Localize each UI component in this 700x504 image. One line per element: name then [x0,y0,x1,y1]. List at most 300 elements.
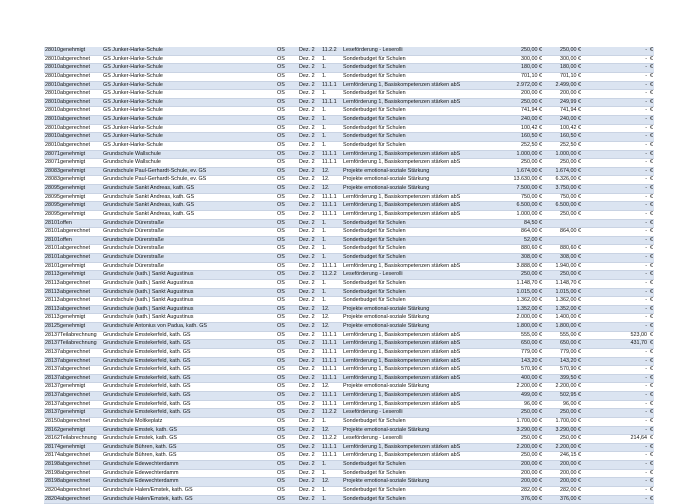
measure-cell: Lernförderung 1, Basiskompetenzen stärken abS [343,193,492,202]
id-cell: 28071 [44,159,58,168]
spreadsheet-sheet [44,47,654,504]
remaining-cell: - [583,55,647,64]
measure-cell: Sonderbudget für Schulen [343,55,492,64]
table-row [44,107,654,116]
code-cell: 11.2.2 [322,271,343,280]
id-cell: 28101 [44,219,58,228]
table-row [44,357,654,366]
department-cell: Dez. 2 [299,150,322,159]
amount-requested-cell: 200,00 € [492,478,542,487]
remaining-cell: - [583,254,647,263]
currency-cell: € [647,90,654,99]
region-cell: OS [277,323,299,332]
table-row [44,124,654,133]
measure-cell: Projekte emotional-soziale Stärkung [343,383,492,392]
amount-requested-cell: 200,00 € [492,90,542,99]
table-row [44,486,654,495]
table-row [44,150,654,159]
currency-cell: € [647,314,654,323]
amount-approved-cell: 246,15 € [542,452,583,461]
code-cell: 11.1.1 [322,400,343,409]
amount-requested-cell: 250,00 € [492,47,542,55]
amount-approved-cell [542,219,583,228]
department-cell: Dez. 2 [299,297,322,306]
amount-requested-cell: 1.800,00 € [492,323,542,332]
department-cell: Dez. 2 [299,443,322,452]
id-cell: 28101 [44,236,58,245]
region-cell: OS [277,210,299,219]
table-row [44,219,654,228]
table-row [44,461,654,470]
code-cell: 1. [322,55,343,64]
remaining-cell: - [583,392,647,401]
amount-requested-cell: 1.352,00 € [492,305,542,314]
remaining-cell: - [583,90,647,99]
remaining-cell: - [583,64,647,73]
remaining-cell: - [583,193,647,202]
amount-requested-cell: 96,00 € [492,400,542,409]
measure-cell: Projekte emotional-soziale Stärkung [343,185,492,194]
table-row [44,314,654,323]
status-cell: abgerechnet [58,417,103,426]
region-cell: OS [277,55,299,64]
code-cell: 11.1.1 [322,262,343,271]
school-cell: Grundschule Dürerstraße [103,262,277,271]
measure-cell: Projekte emotional-soziale Stärkung [343,478,492,487]
remaining-cell: - [583,323,647,332]
code-cell: 12. [322,383,343,392]
region-cell: OS [277,348,299,357]
id-cell: 28071 [44,150,58,159]
remaining-cell: - [583,314,647,323]
school-cell: Grundschule Emstekerfeld, kath. GS [103,366,277,375]
remaining-cell: - [583,409,647,418]
currency-cell: € [647,176,654,185]
remaining-cell: 431,70 [583,340,647,349]
measure-cell: Lernförderung 1, Basiskompetenzen stärken abS [343,340,492,349]
remaining-cell: - [583,443,647,452]
amount-approved-cell: 200,00 € [542,90,583,99]
region-cell: OS [277,90,299,99]
amount-requested-cell: 13.630,00 € [492,176,542,185]
school-cell: Grundschule Paul-Gerhardt-Schule, ev. GS [103,167,277,176]
amount-approved-cell: 399,50 € [542,374,583,383]
code-cell: 11.1.1 [322,193,343,202]
amount-approved-cell: 300,00 € [542,55,583,64]
table-row [44,271,654,280]
currency-cell: € [647,366,654,375]
region-cell: OS [277,176,299,185]
status-cell: abgerechnet [58,98,103,107]
remaining-cell: - [583,150,647,159]
id-cell: 28113 [44,271,58,280]
currency-cell: € [647,55,654,64]
amount-requested-cell: 143,20 € [492,357,542,366]
amount-requested-cell: 308,00 € [492,254,542,263]
department-cell: Dez. 2 [299,133,322,142]
status-cell: genehmigt [58,150,103,159]
currency-cell: € [647,150,654,159]
department-cell: Dez. 2 [299,124,322,133]
school-cell: Grundschule Emstek, kath. GS [103,435,277,444]
school-cell: Grundschule Antonius von Padua, kath. GS [103,323,277,332]
currency-cell: € [647,374,654,383]
amount-requested-cell: 7.500,00 € [492,185,542,194]
code-cell: 1. [322,141,343,150]
measure-cell: Sonderbudget für Schulen [343,461,492,470]
region-cell: OS [277,314,299,323]
region-cell: OS [277,357,299,366]
code-cell: 11.1.1 [322,150,343,159]
school-cell: Grundschule Wallschule [103,159,277,168]
remaining-cell: - [583,159,647,168]
code-cell: 11.1.1 [322,374,343,383]
measure-cell: Leseförderung - Leserolli [343,47,492,55]
currency-cell: € [647,348,654,357]
code-cell: 11.2.2 [322,435,343,444]
id-cell: 28174 [44,443,58,452]
amount-approved-cell [542,236,583,245]
school-cell: Grundschule (kath.) Sankt Augustinus [103,305,277,314]
currency-cell: € [647,245,654,254]
table-row [44,185,654,194]
amount-approved-cell: 3.750,00 € [542,185,583,194]
status-cell: genehmigt [58,262,103,271]
measure-cell: Lernförderung 1, Basiskompetenzen stärken abS [343,202,492,211]
code-cell: 11.1.1 [322,366,343,375]
currency-cell: € [647,443,654,452]
department-cell: Dez. 2 [299,107,322,116]
amount-approved-cell: 143,20 € [542,357,583,366]
table-row [44,245,654,254]
id-cell: 28010 [44,55,58,64]
remaining-cell: - [583,400,647,409]
id-cell: 28137 [44,348,58,357]
school-cell: Grundschule Dürerstraße [103,219,277,228]
amount-requested-cell: 250,00 € [492,409,542,418]
code-cell: 11.1.1 [322,340,343,349]
school-cell: Grundschule Emstekerfeld, kath. GS [103,357,277,366]
amount-approved-cell: 502,95 € [542,392,583,401]
status-cell: abgerechnet [58,348,103,357]
status-cell: abgerechnet [58,116,103,125]
region-cell: OS [277,417,299,426]
code-cell: 11.1.1 [322,159,343,168]
measure-cell: Sonderbudget für Schulen [343,90,492,99]
code-cell: 11.1.1 [322,81,343,90]
code-cell: 12. [322,426,343,435]
school-cell: Grundschule Emstekerfeld, kath. GS [103,348,277,357]
amount-approved-cell: 1.400,00 € [542,314,583,323]
department-cell: Dez. 2 [299,288,322,297]
amount-approved-cell: 701,10 € [542,72,583,81]
id-cell: 28137 [44,331,58,340]
school-cell: GS Junker-Harke-Schule [103,98,277,107]
table-row [44,374,654,383]
currency-cell: € [647,486,654,495]
currency-cell: € [647,236,654,245]
amount-approved-cell: 779,00 € [542,348,583,357]
school-cell: Grundschule Halen/Emstek, kath. GS [103,486,277,495]
status-cell: genehmigt [58,426,103,435]
id-cell: 28150 [44,417,58,426]
measure-cell: Lernförderung 1, Basiskompetenzen stärken abS [343,262,492,271]
amount-approved-cell: 160,50 € [542,133,583,142]
measure-cell: Sonderbudget für Schulen [343,279,492,288]
amount-requested-cell: 1.700,00 € [492,417,542,426]
id-cell: 28083 [44,176,58,185]
id-cell: 28101 [44,262,58,271]
measure-cell: Lernförderung 1, Basiskompetenzen stärken abS [343,159,492,168]
measure-cell: Sonderbudget für Schulen [343,297,492,306]
status-cell: abgerechnet [58,107,103,116]
table-row [44,426,654,435]
remaining-cell: - [583,107,647,116]
region-cell: OS [277,167,299,176]
currency-cell: € [647,288,654,297]
id-cell: 28010 [44,47,58,55]
amount-requested-cell: 3.888,00 € [492,262,542,271]
remaining-cell: - [583,469,647,478]
region-cell: OS [277,185,299,194]
amount-approved-cell: 1.674,00 € [542,167,583,176]
currency-cell: € [647,254,654,263]
amount-requested-cell: 282,00 € [492,486,542,495]
amount-requested-cell: 1.148,70 € [492,279,542,288]
region-cell: OS [277,400,299,409]
region-cell: OS [277,245,299,254]
department-cell: Dez. 2 [299,90,322,99]
amount-approved-cell: 249,99 € [542,98,583,107]
amount-approved-cell: 2.200,00 € [542,383,583,392]
remaining-cell: - [583,176,647,185]
measure-cell: Sonderbudget für Schulen [343,486,492,495]
code-cell: 12. [322,305,343,314]
table-row [44,348,654,357]
status-cell: genehmigt [58,193,103,202]
code-cell: 1. [322,90,343,99]
code-cell: 1. [322,495,343,504]
id-cell: 28010 [44,72,58,81]
amount-approved-cell: 1.000,00 € [542,150,583,159]
table-row [44,72,654,81]
id-cell: 28137 [44,409,58,418]
currency-cell: € [647,357,654,366]
remaining-cell: - [583,72,647,81]
school-cell: GS Junker-Harke-Schule [103,124,277,133]
amount-approved-cell: 3.290,00 € [542,426,583,435]
remaining-cell: - [583,279,647,288]
id-cell: 28101 [44,228,58,237]
id-cell: 28162 [44,426,58,435]
table-row [44,47,654,55]
status-cell: abgerechnet [58,305,103,314]
code-cell: 1. [322,72,343,81]
remaining-cell: - [583,461,647,470]
amount-requested-cell: 6.500,00 € [492,202,542,211]
status-cell: abgerechnet [58,486,103,495]
currency-cell: € [647,219,654,228]
status-cell: abgerechnet [58,81,103,90]
school-cell: Grundschule Sankt Andreas, kath. GS [103,193,277,202]
department-cell: Dez. 2 [299,64,322,73]
status-cell: Teilabrechnung [58,435,103,444]
table-row [44,366,654,375]
measure-cell: Leseförderung - Leserolli [343,271,492,280]
region-cell: OS [277,452,299,461]
amount-approved-cell: 864,00 € [542,228,583,237]
school-cell: Grundschule Edewechterdamm [103,478,277,487]
currency-cell: € [647,98,654,107]
amount-requested-cell: 376,00 € [492,495,542,504]
measure-cell: Sonderbudget für Schulen [343,107,492,116]
school-cell: GS Junker-Harke-Schule [103,107,277,116]
amount-requested-cell: 160,50 € [492,133,542,142]
region-cell: OS [277,228,299,237]
amount-approved-cell: 1.352,00 € [542,305,583,314]
region-cell: OS [277,116,299,125]
amount-approved-cell: 1.800,00 € [542,323,583,332]
id-cell: 28010 [44,98,58,107]
status-cell: abgerechnet [58,228,103,237]
amount-requested-cell: 250,00 € [492,435,542,444]
region-cell: OS [277,426,299,435]
school-cell: GS Junker-Harke-Schule [103,90,277,99]
status-cell: abgerechnet [58,297,103,306]
department-cell: Dez. 2 [299,383,322,392]
measure-cell: Lernförderung 1, Basiskompetenzen stärken abS [343,348,492,357]
id-cell: 28010 [44,90,58,99]
table-row [44,228,654,237]
measure-cell: Sonderbudget für Schulen [343,124,492,133]
amount-approved-cell: 750,00 € [542,193,583,202]
status-cell: abgerechnet [58,141,103,150]
currency-cell: € [647,228,654,237]
id-cell: 28198 [44,469,58,478]
table-row [44,417,654,426]
remaining-cell: - [583,366,647,375]
currency-cell: € [647,426,654,435]
amount-approved-cell: 96,00 € [542,400,583,409]
table-row [44,340,654,349]
amount-requested-cell: 864,00 € [492,228,542,237]
status-cell: genehmigt [58,383,103,392]
measure-cell: Lernförderung 1, Basiskompetenzen stärken abS [343,81,492,90]
amount-requested-cell: 100,42 € [492,124,542,133]
school-cell: GS Junker-Harke-Schule [103,141,277,150]
measure-cell: Sonderbudget für Schulen [343,236,492,245]
status-cell: genehmigt [58,185,103,194]
currency-cell: € [647,469,654,478]
school-cell: Grundschule Emstekerfeld, kath. GS [103,400,277,409]
code-cell: 11.2.2 [322,47,343,55]
department-cell: Dez. 2 [299,435,322,444]
measure-cell: Lernförderung 1, Basiskompetenzen stärken abS [343,357,492,366]
measure-cell: Sonderbudget für Schulen [343,245,492,254]
department-cell: Dez. 2 [299,417,322,426]
table-row [44,392,654,401]
school-cell: Grundschule Emstek, kath. GS [103,426,277,435]
remaining-cell: - [583,124,647,133]
remaining-cell: - [583,271,647,280]
region-cell: OS [277,486,299,495]
status-cell: genehmigt [58,167,103,176]
school-cell: Grundschule Sankt Andreas, kath. GS [103,210,277,219]
status-cell: genehmigt [58,271,103,280]
amount-requested-cell: 240,00 € [492,116,542,125]
amount-requested-cell: 252,50 € [492,141,542,150]
amount-requested-cell: 880,60 € [492,245,542,254]
code-cell: 11.1.1 [322,452,343,461]
amount-requested-cell: 250,00 € [492,98,542,107]
remaining-cell: - [583,81,647,90]
department-cell: Dez. 2 [299,185,322,194]
currency-cell: € [647,262,654,271]
region-cell: OS [277,478,299,487]
table-row [44,400,654,409]
code-cell: 1. [322,228,343,237]
region-cell: OS [277,124,299,133]
remaining-cell: - [583,452,647,461]
measure-cell: Lernförderung 1, Basiskompetenzen stärken abS [343,443,492,452]
code-cell: 12. [322,176,343,185]
department-cell: Dez. 2 [299,486,322,495]
remaining-cell: - [583,297,647,306]
table-row [44,116,654,125]
school-cell: Grundschule Emstekerfeld, kath. GS [103,383,277,392]
region-cell: OS [277,107,299,116]
currency-cell: € [647,64,654,73]
amount-requested-cell: 650,00 € [492,340,542,349]
measure-cell: Sonderbudget für Schulen [343,219,492,228]
amount-approved-cell: 200,00 € [542,469,583,478]
currency-cell: € [647,305,654,314]
id-cell: 28137 [44,357,58,366]
school-cell: Grundschule Emstekerfeld, kath. GS [103,340,277,349]
code-cell: 11.1.1 [322,98,343,107]
remaining-cell: - [583,348,647,357]
amount-approved-cell: 1.700,00 € [542,417,583,426]
measure-cell: Sonderbudget für Schulen [343,133,492,142]
amount-approved-cell: 555,00 € [542,331,583,340]
amount-requested-cell: 1.000,00 € [492,210,542,219]
amount-approved-cell: 250,00 € [542,159,583,168]
measure-cell: Sonderbudget für Schulen [343,495,492,504]
department-cell: Dez. 2 [299,167,322,176]
table-row [44,167,654,176]
amount-approved-cell: 250,00 € [542,409,583,418]
currency-cell: € [647,133,654,142]
currency-cell: € [647,417,654,426]
amount-approved-cell: 250,00 € [542,271,583,280]
school-cell: Grundschule Halen/Emstek, kath. GS [103,495,277,504]
table-row [44,81,654,90]
department-cell: Dez. 2 [299,219,322,228]
department-cell: Dez. 2 [299,331,322,340]
school-cell: Grundschule Emstekerfeld, kath. GS [103,331,277,340]
table-row [44,297,654,306]
region-cell: OS [277,133,299,142]
table-row [44,159,654,168]
school-cell: Grundschule Sankt Andreas, kath. GS [103,185,277,194]
region-cell: OS [277,193,299,202]
amount-approved-cell: 6.326,00 € [542,176,583,185]
measure-cell: Sonderbudget für Schulen [343,228,492,237]
amount-requested-cell: 555,00 € [492,331,542,340]
code-cell: 1. [322,461,343,470]
currency-cell: € [647,461,654,470]
department-cell: Dez. 2 [299,228,322,237]
